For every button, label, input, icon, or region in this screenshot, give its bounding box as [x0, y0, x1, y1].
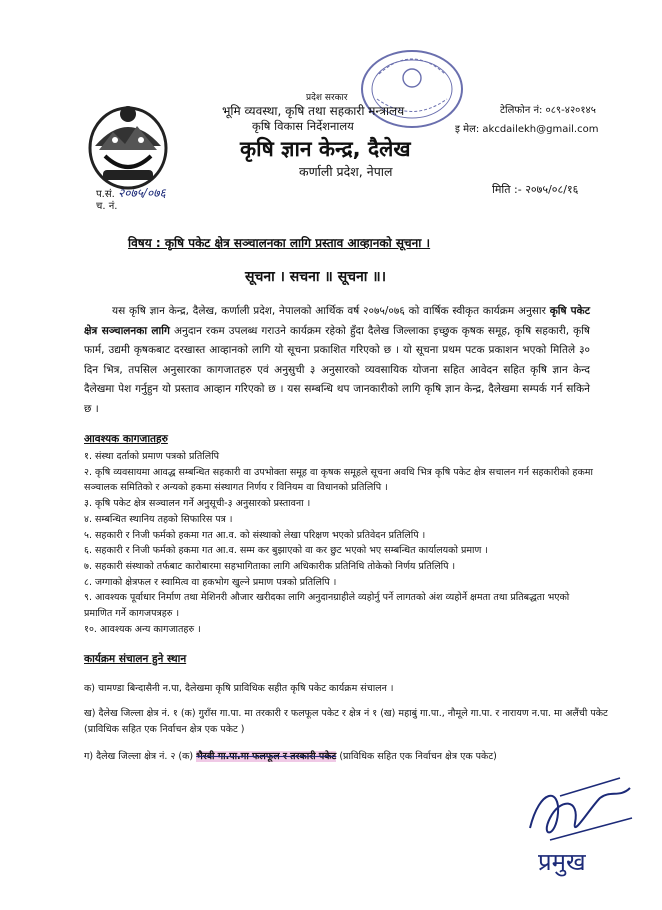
programs-heading: कार्यक्रम संचालन हुने स्थान	[84, 653, 187, 665]
list-item: ३. कृषि पकेट क्षेत्र सञ्चालन गर्ने अनुसूची-३ अनुसारको प्रस्तावना ।	[84, 498, 311, 510]
letter-date: मिति :- २०७५/०८/१६	[492, 183, 579, 196]
ps-value: २०७५/०७६	[118, 186, 166, 200]
list-item: ७. सहकारी संस्थाको तर्फबाट कारोबारमा सहभागिताका लागि अधिकारीक प्रतिनिधि तोकेको निर्णय प्रतिलिपि ।	[84, 560, 456, 572]
documents-heading: आवश्यक कागजातहरु	[84, 433, 168, 445]
directorate-name: कृषि विकास निर्देशनालय	[252, 119, 354, 133]
program-item-k: क) चामण्डा बिन्दासैनी न.पा, दैलेखमा कृषि प्राविधिक सहीत कृषि पकेट कार्यक्रम संचालन ।	[84, 683, 394, 694]
list-item: ४. सम्बन्धित स्थानिय तहको सिफारिस पत्र ।	[84, 513, 233, 525]
list-item: ६. सहकारी र निजी फर्मको हकमा गत आ.व. सम्म कर बुझाएको वा कर छुट भएको भए सम्बन्धित कार्यालयको प्रमाण ।	[84, 545, 488, 557]
province-name: कर्णाली प्रदेश, नेपाल	[299, 164, 393, 179]
list-item: ८. जग्गाको क्षेत्रफल र स्वामित्व वा हकभोग खुल्ने प्रमाण पत्रको प्रतिलिपि ।	[84, 576, 337, 588]
program-item-g: ग) दैलेख जिल्ला क्षेत्र नं. २ (क) भैरवी गा.पा.मा फलफूल र तरकारी पकेट (प्राविधिक सहित एक निर्वाचन क्षेत्र एक पकेट)	[84, 751, 497, 762]
ministry-name: भूमि व्यवस्था, कृषि तथा सहकारी मन्त्रालय	[222, 104, 405, 118]
list-item: १०. आवश्यक अन्य कागजातहरु ।	[84, 623, 201, 635]
struck-text: भैरवी गा.पा.मा फलफूल र तरकारी पकेट	[196, 751, 337, 762]
program-item-kh: ख) दैलेख जिल्ला क्षेत्र नं. १ (क) गुराँस गा.पा. मा तरकारी र फलफूल पकेट र क्षेत्र नं १ (ख) महाबुं गा.पा., नौमूले गा.पा. र नारायण न.पा. मा अलैंची पकेट (प्राविधिक सहित एक निर्वाचन क्षेत्र एक पकेट )	[84, 708, 608, 735]
documents-list	[84, 449, 594, 637]
notice-heading: सूचना । सचना ॥ सूचना ॥।	[245, 269, 387, 285]
body-paragraph: यस कृषि ज्ञान केन्द्र, दैलेख, कर्णाली प्रदेश, नेपालको आर्थिक वर्ष २०७५/०७६ को वार्षिक स्वीकृत कार्यक्रम अनुसार कृषि पकेट क्षेत्र सञ्चालनका लागि अनुदान रकम उपलब्ध गराउने कार्यक्रम रहेको हुँदा दैलेख जिल्लाका इच्छुक कृषक समूह, कृषि सहकारी, कृषि फार्म, उद्यमी कृषकबाट दरखास्त आव्हानको लागि यो सूचना प्रकाशित गरिएको छ । यो सूचना प्रथम पटक प्रकाशन भएको मितिले ३० दिन भित्र, तपसिल अनुसारका कागजातहरु एवं अनुसुची ३ अनुसारको व्यवसायिक योजना सहित आवेदन सहित कृषि ज्ञान केन्द दैलेखमा पेश गर्नुहुन यो प्रस्ताव आव्हान गरिएको छ । यस सम्बन्धि थप जानकारीको लागि कृषि ज्ञान केन्द्र, दैलेखमा सम्पर्क गर्न सकिने छ ।	[84, 305, 591, 415]
list-item: ९. आवश्यक पूर्वाधार निर्माण तथा मेशिनरी औजार खरीदका लागि अनुदानग्राहीले व्यहोर्नु पर्ने लागतको अंश व्यहोर्ने क्षमता तथा प्रतिबद्धता भएको प्रमाणित गर्ने कागजपत्रहरु ।	[84, 592, 570, 620]
dispatch-number: च. नं.	[96, 201, 118, 212]
signature-icon	[520, 768, 640, 878]
list-item: ५. सहकारी र निजी फर्मको हकमा गत आ.व. को संस्थाको लेखा परिक्षण भएको प्रतिवेदन प्रतिलिपि ।	[84, 529, 426, 541]
signature-title: प्रमुख	[538, 848, 586, 876]
body-bold-text: कृषि पकेट क्षेत्र सञ्चालनका लागि	[84, 305, 591, 337]
email-address: इ मेल: akcdailekh@gmail.com	[455, 124, 599, 135]
government-label: प्रदेश सरकार	[306, 93, 348, 103]
subject-line: विषय : कृषि पकेट क्षेत्र सञ्चालनका लागि प्रस्ताव आव्हानको सूचना ।	[128, 236, 431, 250]
office-title: कृषि ज्ञान केन्द्र, दैलेख	[240, 137, 411, 161]
ps-label: प.सं.	[96, 189, 115, 200]
list-item: १. संस्था दर्ताको प्रमाण पत्रको प्रतिलिपि	[84, 451, 220, 462]
nepal-emblem-icon	[85, 100, 171, 192]
list-item: २. कृषि व्यवसायमा आवद्ध सम्बन्धित सहकारी वा उपभोक्ता समूह वा कृषक समूहले सूचना अवधि भित्र कृषि पकेट क्षेत्र सचालन गर्न सहकारीको हकमा सञ्चालक समितिको र अन्यको हकमा संस्थागत निर्णय र विनियम वा विधानको प्रतिलिपि ।	[84, 466, 593, 494]
phone-number: टेलिफोन नं: ०८९-४२०१४५	[500, 105, 596, 116]
